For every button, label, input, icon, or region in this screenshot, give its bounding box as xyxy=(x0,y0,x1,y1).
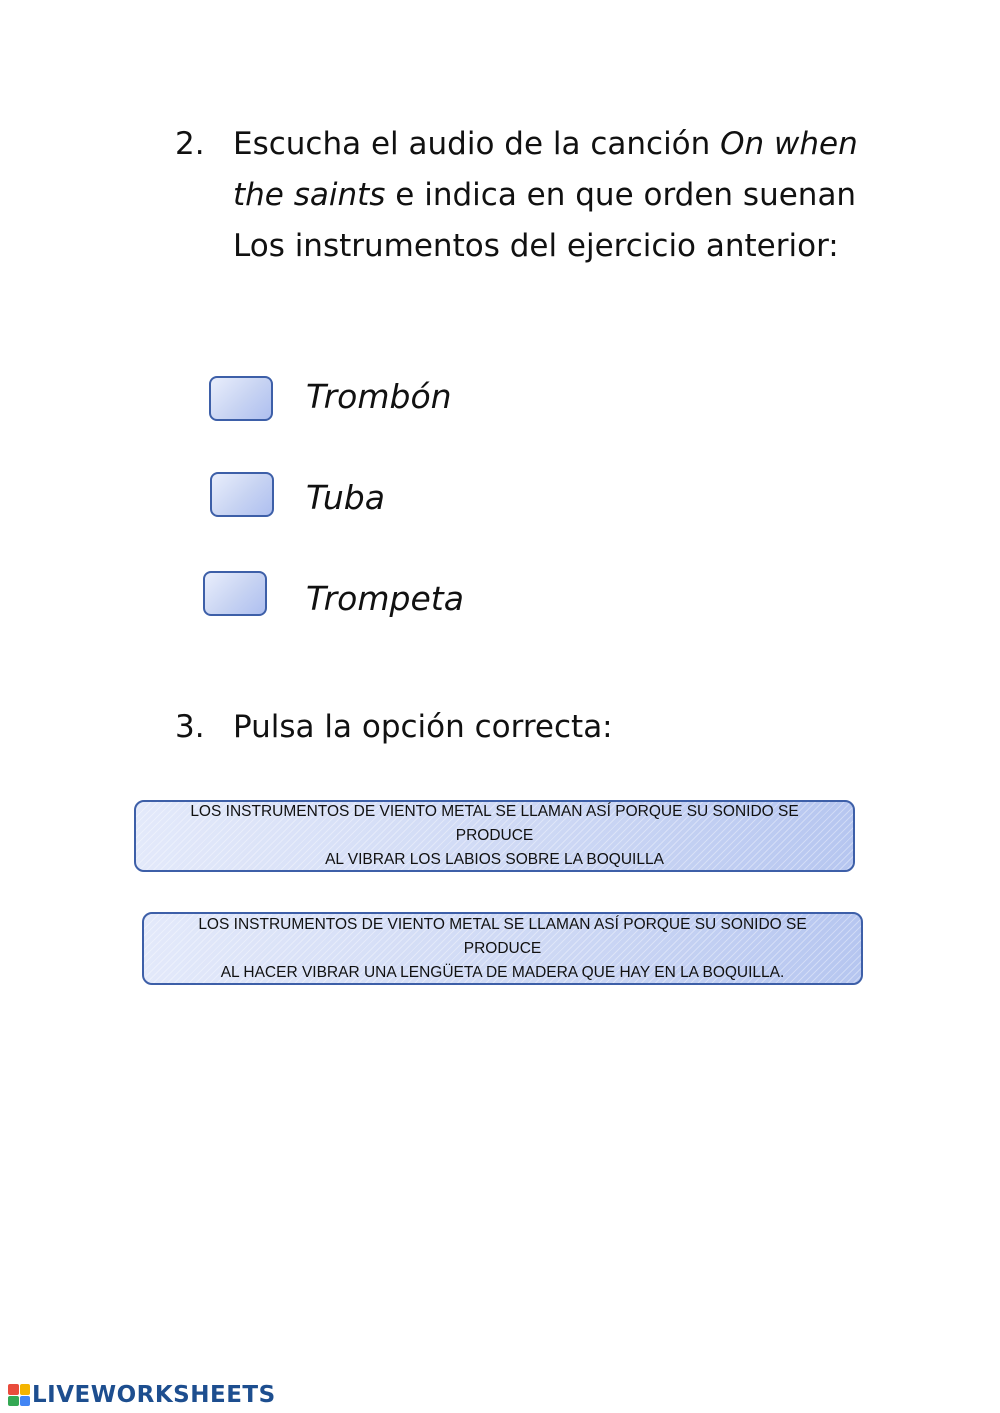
question-3-number: 3. xyxy=(175,709,205,745)
logo-mark-cell xyxy=(8,1384,19,1395)
question-2-number: 2. xyxy=(175,126,205,162)
question-2-text xyxy=(233,119,858,272)
song-title-part-1: On when xyxy=(720,126,858,162)
logo-mark-cell xyxy=(20,1396,31,1407)
instrument-label-trompeta: Trompeta xyxy=(306,579,464,618)
logo-text: LIVEWORKSHEETS xyxy=(32,1382,276,1408)
liveworksheets-logo xyxy=(8,1381,276,1409)
answer-option-1[interactable] xyxy=(134,800,855,872)
instrument-label-trombon: Trombón xyxy=(306,377,452,416)
order-box-trombon[interactable] xyxy=(209,376,273,421)
question-2-line-2: the saints e indica en que orden suenan xyxy=(233,177,857,213)
order-box-tuba[interactable] xyxy=(210,472,274,517)
logo-mark-cell xyxy=(20,1384,31,1395)
question-2-line-1: Escucha el audio de la canción On when xyxy=(233,126,858,162)
answer-option-2[interactable] xyxy=(142,912,863,985)
order-box-trompeta[interactable] xyxy=(203,571,267,616)
logo-mark-icon xyxy=(8,1384,30,1406)
instrument-label-tuba: Tuba xyxy=(306,478,385,517)
answer-option-2-text: LOS INSTRUMENTOS DE VIENTO METAL SE LLAMAN ASÍ PORQUE SU SONIDO SE PRODUCE AL HACER VIBRAR UNA LENGÜETA DE MADERA QUE HAY EN LA BOQUILLA. xyxy=(198,915,807,981)
question-3-text: Pulsa la opción correcta: xyxy=(233,709,613,745)
logo-mark-cell xyxy=(8,1396,19,1407)
answer-option-1-text: LOS INSTRUMENTOS DE VIENTO METAL SE LLAMAN ASÍ PORQUE SU SONIDO SE PRODUCE AL VIBRAR LOS LABIOS SOBRE LA BOQUILLA xyxy=(190,803,799,868)
song-title-part-2: the saints xyxy=(233,177,386,213)
question-2-line-3: Los instrumentos del ejercicio anterior: xyxy=(233,228,839,264)
